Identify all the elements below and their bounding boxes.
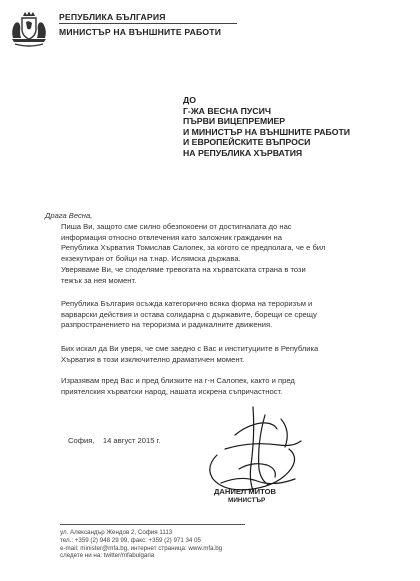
footer-email: e-mail: minister@mfa.bg, интернет страница: www.mfa.bg [60,544,223,552]
paragraph-line: информация относно отвлечения като заложник гражданин на [61,232,282,242]
paragraph-line: приятелския хърватски народ, нашата искрена съпричастност. [61,386,283,396]
paragraph-line: Бих искал да Ви уверя, че сме заедно с Вас и институциите в Република [61,344,319,353]
addressee-line: И ЕВРОПЕЙСКИТЕ ВЪПРОСИ [183,137,311,148]
paragraph-line: Република Хърватия Томислав Салопек, за когото се предполага, че е бил [61,243,326,253]
paragraph-line: екзекутиран от бойци на т.нар. Ислямска държава. [61,253,241,263]
footer-contact-block [60,529,222,560]
paragraph-line: Хърватия в този изключително драматичен момент. [61,354,245,364]
letter-date: София, 14 август 2015 г. [68,436,161,445]
footer-phone: тел.: +359 (2) 948 29 99, факс: +359 (2) 971 34 05 [60,536,201,544]
footer-address: ул. Александър Жендов 2, София 1113 [60,529,173,536]
paragraph [61,376,396,397]
addressee-line: Г-ЖА ВЕСНА ПУСИЧ [183,105,271,116]
letterhead-ministry: МИНИСТЪР НА ВЪНШНИТЕ РАБОТИ [59,27,222,37]
letterhead-divider [59,23,237,24]
paragraph-line: Република България осъжда категорично всяка форма на тероризъм и [61,299,313,308]
paragraph-line: Уверяваме Ви, че споделяме тревогата на хърватската страна в този [61,265,306,274]
addressee-line: ПЪРВИ ВИЦЕПРЕМИЕР [183,116,286,127]
addressee-line: И МИНИСТЪР НА ВЪНШНИТЕ РАБОТИ [183,126,351,137]
paragraph [61,299,396,331]
paragraph-line: разпространението на тероризма и радикалните движения. [61,320,273,330]
paragraph [61,222,396,264]
addressee-line: ДО [183,95,196,105]
paragraph [61,344,396,365]
addressee-line: НА РЕПУБЛИКА ХЪРВАТИЯ [183,147,303,158]
letterhead-country: РЕПУБЛИКА БЪЛГАРИЯ [59,12,166,22]
greeting: Драга Весна, [45,211,93,220]
signatory-role: МИНИСТЪР [228,497,266,504]
bulgarian-coat-of-arms-icon [9,11,49,49]
paragraph-line: Изразявам пред Вас и пред близките на г-н Салопек, както и пред [61,376,295,385]
footer-divider [60,524,245,525]
paragraph-line: варварски действия и остава солидарна с държавите, борещи се срещу [61,309,317,319]
signatory-name: ДАНИЕЛ МИТОВ [214,487,276,496]
footer-social: следете ни на: twitter/mfabulgaria [60,552,155,560]
paragraph [61,265,396,286]
paragraph-line: тежък за нея момент. [61,275,137,285]
addressee-block [183,95,350,159]
paragraph-line: Пиша Ви, защото сме силно обезпокоени от достигналата до нас [61,222,292,231]
